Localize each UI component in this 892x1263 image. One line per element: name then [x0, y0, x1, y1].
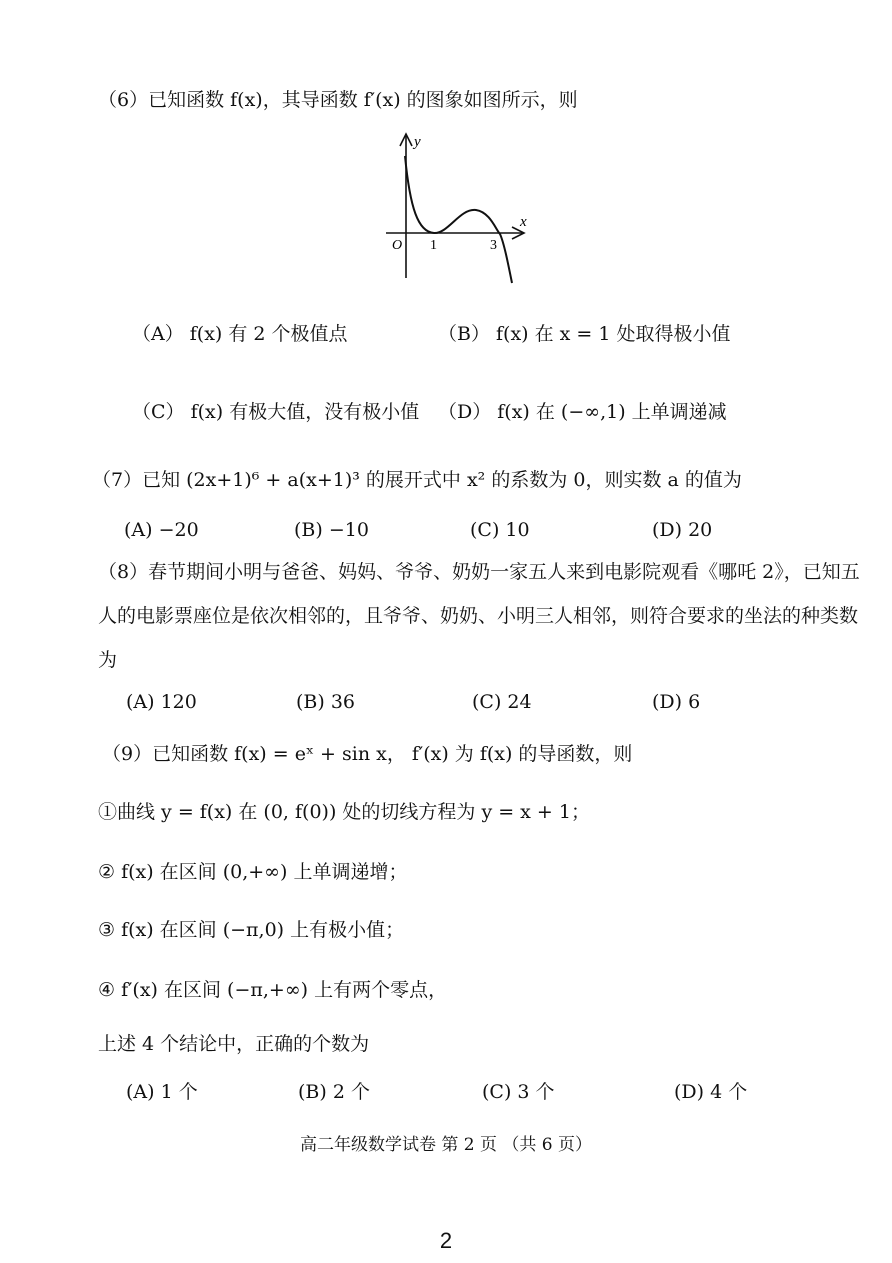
- derivative-curve: [405, 156, 512, 283]
- q8-line-2: 人的电影票座位是依次相邻的，且爷爷、奶奶、小明三人相邻，则符合要求的坐法的种类数: [98, 605, 859, 627]
- q9-option-c: (C) 3 个: [482, 1081, 555, 1103]
- q9-statement-1: ①曲线 y = f(x) 在 (0, f(0)) 处的切线方程为 y = x + 1；: [98, 801, 590, 823]
- q9-option-d: (D) 4 个: [674, 1081, 748, 1103]
- q7-stem: （7）已知 (2x+1)⁶ + a(x+1)³ 的展开式中 x² 的系数为 0，则实数 a 的值为: [92, 469, 742, 491]
- origin-label: O: [392, 238, 403, 253]
- page-number: 2: [439, 1228, 453, 1253]
- q7-option-b: (B) −10: [294, 519, 369, 541]
- q9-statement-4: ④ f′(x) 在区间 (−π,+∞) 上有两个零点，: [98, 979, 448, 1001]
- page-footer: 高二年级数学试卷 第 2 页 （共 6 页）: [299, 1135, 593, 1155]
- q6-option-d: （D） f(x) 在 (−∞,1) 上单调递减: [438, 401, 727, 423]
- q9-statement-2: ② f(x) 在区间 (0,+∞) 上单调递增；: [98, 861, 408, 883]
- q9-stem: （9）已知函数 f(x) = eˣ + sin x， f′(x) 为 f(x) 的导函数，则: [102, 743, 633, 765]
- q8-option-a: (A) 120: [126, 691, 197, 713]
- q8-option-d: (D) 6: [652, 691, 701, 713]
- q9-summary: 上述 4 个结论中，正确的个数为: [98, 1033, 370, 1055]
- derivative-graph: [378, 128, 538, 288]
- y-label: y: [414, 134, 421, 150]
- q8-line-1: （8）春节期间小明与爸爸、妈妈、爷爷、奶奶一家五人来到电影院观看《哪吒 2》，已知五: [98, 561, 860, 583]
- q9-option-a: (A) 1 个: [126, 1081, 198, 1103]
- q8-option-b: (B) 36: [296, 691, 356, 713]
- x-label: x: [520, 214, 527, 230]
- q7-option-d: (D) 20: [652, 519, 713, 541]
- q8-line-3: 为: [98, 649, 118, 671]
- q7-option-c: (C) 10: [470, 519, 530, 541]
- q9-statement-3: ③ f(x) 在区间 (−π,0) 上有极小值；: [98, 919, 405, 941]
- q6-stem: （6）已知函数 f(x)，其导函数 f′(x) 的图象如图所示，则: [98, 89, 578, 111]
- tick-3-label: 3: [490, 238, 497, 253]
- q8-option-c: (C) 24: [472, 691, 532, 713]
- q6-option-b: （B） f(x) 在 x = 1 处取得极小值: [438, 323, 731, 345]
- tick-1-label: 1: [430, 238, 437, 253]
- q9-option-b: (B) 2 个: [298, 1081, 370, 1103]
- q6-option-c: （C） f(x) 有极大值，没有极小值: [132, 401, 420, 423]
- q6-option-a: （A） f(x) 有 2 个极值点: [132, 323, 348, 345]
- q7-option-a: (A) −20: [124, 519, 199, 541]
